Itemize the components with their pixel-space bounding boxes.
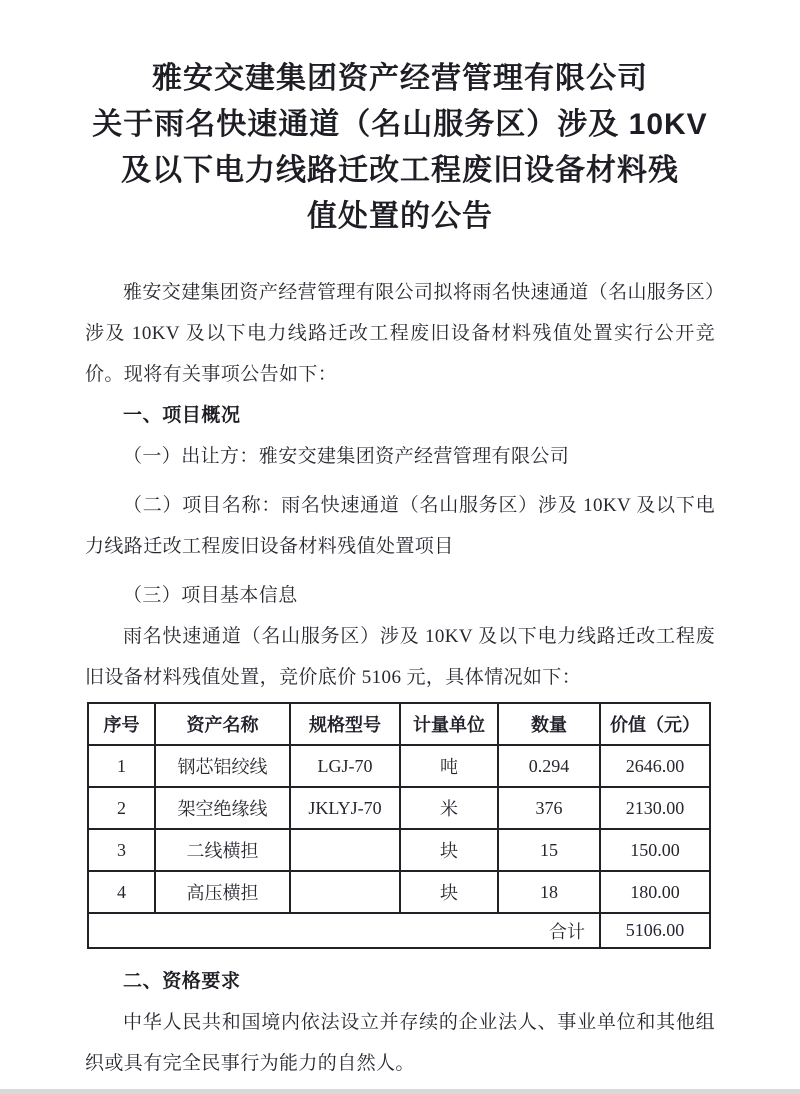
doc-title-line-1: 雅安交建集团资产经营管理有限公司: [152, 62, 648, 95]
header-cell-unit: 计量单位: [400, 703, 498, 745]
section-1-heading: 一、项目概况: [123, 405, 241, 426]
table-cell: 180.00: [600, 871, 710, 913]
table-row: [88, 745, 710, 787]
doc-title: [85, 56, 715, 240]
table-cell: 1: [88, 745, 155, 787]
header-cell-quantity: 数量: [498, 703, 600, 745]
table-cell: 150.00: [600, 829, 710, 871]
table-cell: 376: [498, 787, 600, 829]
table-row: [88, 829, 710, 871]
table-total-row: [88, 913, 710, 948]
table-cell: 0.294: [498, 745, 600, 787]
total-value-cell: 5106.00: [600, 913, 710, 948]
table-cell: 吨: [400, 745, 498, 787]
total-label-cell: 合计: [88, 913, 600, 948]
table-cell: 4: [88, 871, 155, 913]
table-cell: 3: [88, 829, 155, 871]
table-cell: JKLYJ-70: [290, 787, 400, 829]
header-cell-value: 价值（元）: [600, 703, 710, 745]
table-cell: 2646.00: [600, 745, 710, 787]
table-cell: 块: [400, 829, 498, 871]
header-cell-model: 规格型号: [290, 703, 400, 745]
doc-title-line-2: 关于雨名快速通道（名山服务区）涉及 10KV: [92, 108, 708, 141]
table-cell: 18: [498, 871, 600, 913]
table-cell: [290, 829, 400, 871]
intro-paragraph: 雅安交建集团资产经营管理有限公司拟将雨名快速通道（名山服务区）涉及 10KV 及以下电力线路迁改工程废旧设备材料残值处置实行公开竞价。现将有关事项公告如下：: [85, 282, 715, 385]
table-cell: 15: [498, 829, 600, 871]
table-cell: 2130.00: [600, 787, 710, 829]
doc-title-line-3: 及以下电力线路迁改工程废旧设备材料残: [121, 154, 679, 187]
table-cell: 块: [400, 871, 498, 913]
item-basic-info: （三）项目基本信息: [123, 585, 298, 606]
table-cell: 米: [400, 787, 498, 829]
table-row: [88, 871, 710, 913]
header-cell-asset-name: 资产名称: [155, 703, 290, 745]
table-cell: 高压横担: [155, 871, 290, 913]
header-cell-seq: 序号: [88, 703, 155, 745]
table-cell: 钢芯铝绞线: [155, 745, 290, 787]
table-cell: 2: [88, 787, 155, 829]
table-cell: LGJ-70: [290, 745, 400, 787]
qualification-paragraph: 中华人民共和国境内依法设立并存续的企业法人、事业单位和其他组织或具有完全民事行为能力的自然人。: [85, 1012, 715, 1074]
item-transferor: （一）出让方：雅安交建集团资产经营管理有限公司: [123, 446, 570, 467]
table-header-row: [88, 703, 710, 745]
table-cell: 二线横担: [155, 829, 290, 871]
table-cell: 架空绝缘线: [155, 787, 290, 829]
scan-edge-band: [0, 1089, 800, 1094]
table-cell: [290, 871, 400, 913]
table-row: [88, 787, 710, 829]
item-project-name: （二）项目名称：雨名快速通道（名山服务区）涉及 10KV 及以下电力线路迁改工程废旧设备材料残值处置项目: [85, 495, 715, 557]
table-intro-paragraph: 雨名快速通道（名山服务区）涉及 10KV 及以下电力线路迁改工程废旧设备材料残值处置，竞价底价 5106 元，具体情况如下：: [85, 626, 715, 688]
section-2-heading: 二、资格要求: [123, 971, 241, 992]
assets-table: [87, 702, 711, 949]
doc-title-line-4: 值处置的公告: [307, 200, 493, 233]
